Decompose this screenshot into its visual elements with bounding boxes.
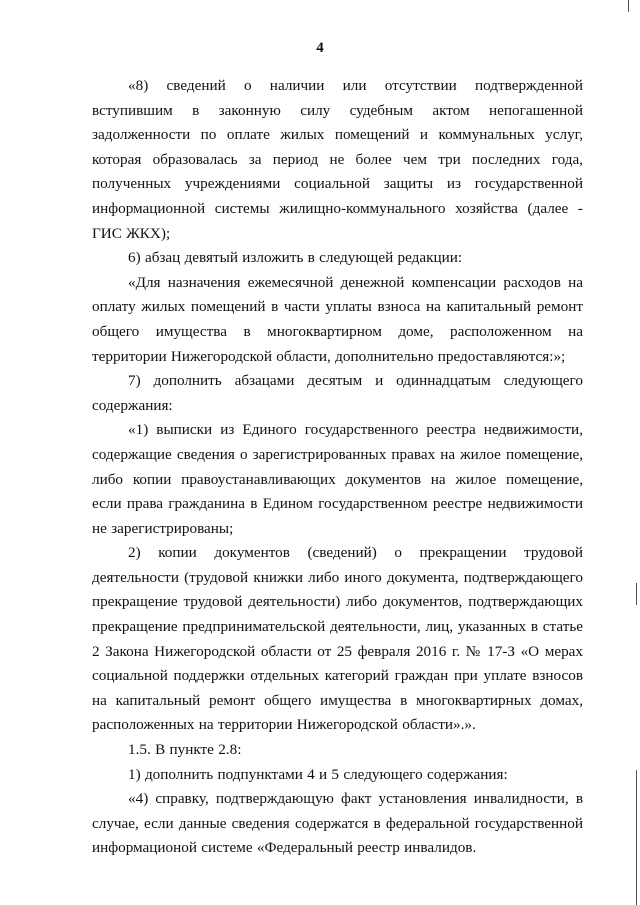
paragraph: 1) дополнить подпунктами 4 и 5 следующего содержания: xyxy=(128,765,508,783)
page-number: 4 xyxy=(316,40,324,56)
paragraph: 2) копии документов (сведений) о прекращении трудовой деятельности (трудовой книжки либо иного документа, подтверждающего прекращение трудовой деятельности) либо документов, подтверждающих прекращение предпринимательской деятельности, лиц, указанных в статье 2 Закона Нижегородской области от 25 февраля 2016 г. № 17-З «О мерах социальной поддержки отдельных категорий граждан при уплате взносов на капитальный ремонт общего имущества в многоквартирных домах, расположенных на территории Нижегородской области».». xyxy=(92,544,583,734)
paragraph: 6) абзац девятый изложить в следующей редакции: xyxy=(128,249,463,267)
scan-artifact-middle xyxy=(636,583,637,605)
scan-artifact-top xyxy=(628,0,629,12)
scan-artifact-bottom xyxy=(636,770,637,905)
paragraph: «8) сведений о наличии или отсутствии подтвержденной вступившим в законную силу судебным актом непогашенной задолженности по оплате жилых помещений и коммунальных услуг, которая образовалась за период не более чем три последних года, полученных учреждениями социальной защиты из государственной информационной системы жилищно-коммунального хозяйства (далее - ГИС ЖКХ); xyxy=(92,77,583,242)
paragraph: «4) справку, подтверждающую факт установления инвалидности, в случае, если данные сведения содержатся в федеральной государственной информационой системе «Федеральный реестр инвалидов. xyxy=(92,790,583,857)
paragraph: 1.5. В пункте 2.8: xyxy=(128,741,242,759)
paragraph: «Для назначения ежемесячной денежной компенсации расходов на оплату жилых помещений в части уплаты взноса на капитальный ремонт общего имущества в многоквартирном доме, расположенном на территории Нижегородской области, дополнительно предоставляются:»; xyxy=(92,273,583,365)
paragraph: 7) дополнить абзацами десятым и одиннадцатым следующего содержания: xyxy=(92,372,583,414)
document-body xyxy=(92,74,583,861)
paragraph: «1) выписки из Единого государственного реестра недвижимости, содержащие сведения о зарегистрированных правах на жилое помещение, либо копии правоустанавливающих документов на жилое помещение, если права гражданина в Едином государственном реестре недвижимости не зарегистрированы; xyxy=(92,421,583,537)
